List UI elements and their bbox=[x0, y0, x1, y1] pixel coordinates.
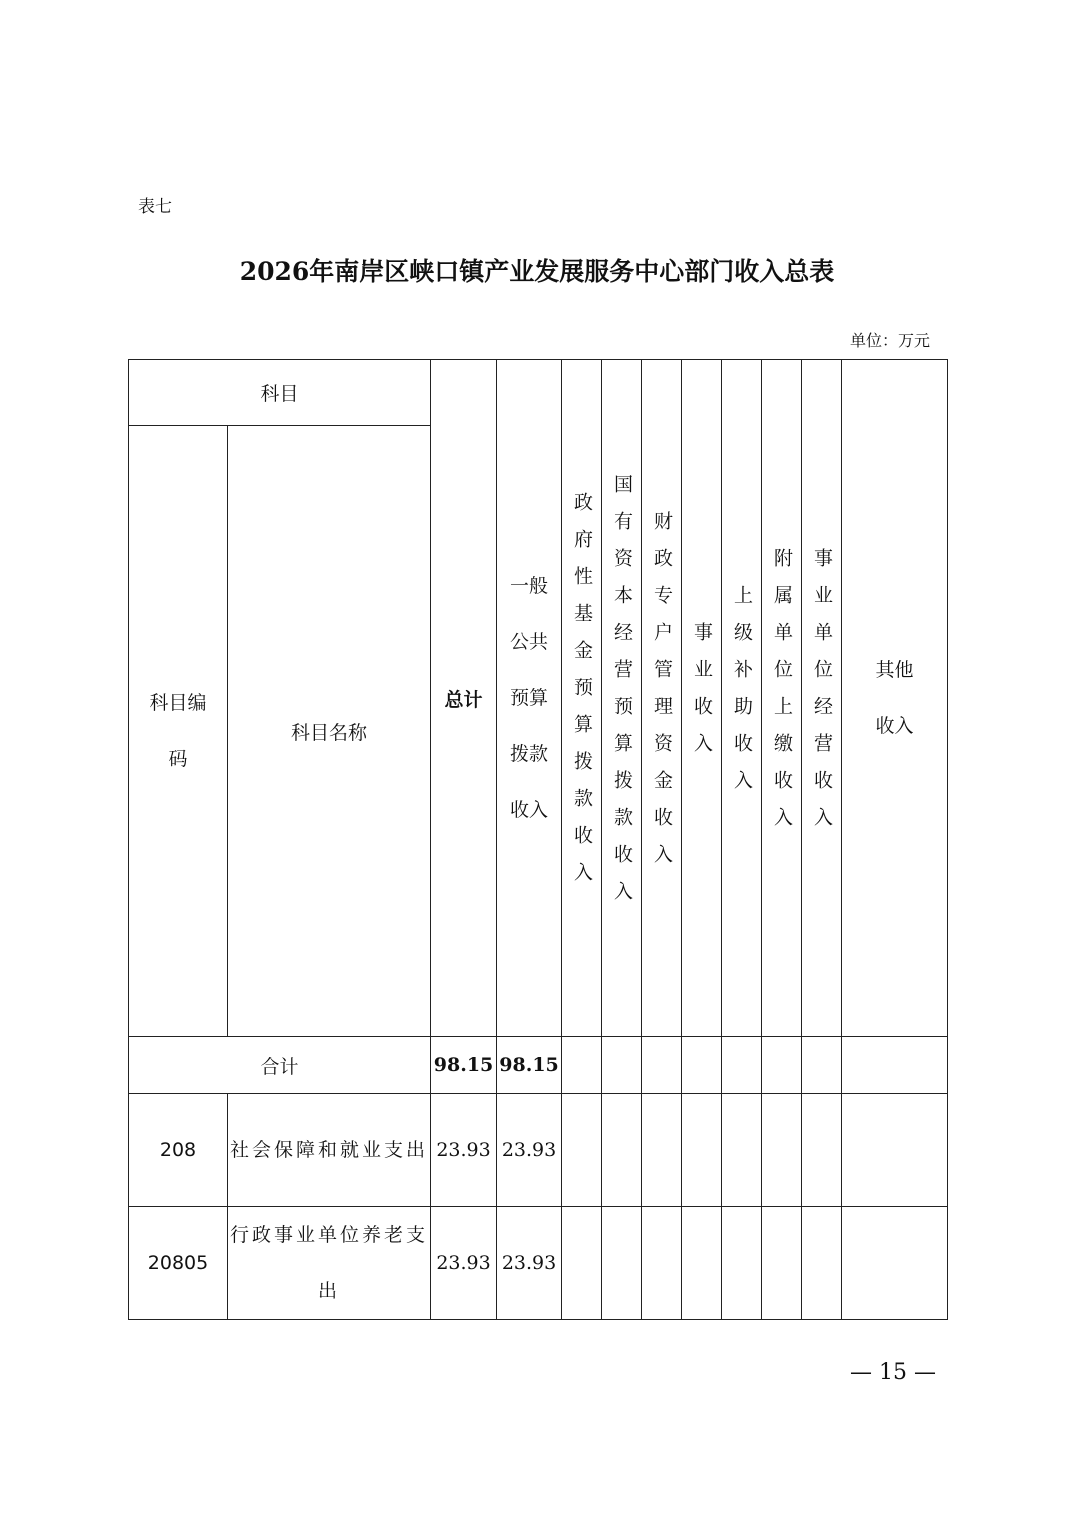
table-label: 表七 bbox=[138, 197, 172, 217]
empty-cell bbox=[642, 1094, 682, 1207]
header-special-account: 财政专户管理资金收入 bbox=[642, 360, 682, 1037]
page-number: — 15 — bbox=[850, 1360, 936, 1385]
empty-cell bbox=[802, 1094, 842, 1207]
row-general-budget: 23.93 bbox=[497, 1094, 562, 1207]
empty-cell bbox=[642, 1037, 682, 1094]
empty-cell bbox=[722, 1094, 762, 1207]
header-business-income: 事业收入 bbox=[682, 360, 722, 1037]
empty-cell bbox=[802, 1207, 842, 1320]
empty-cell bbox=[602, 1037, 642, 1094]
summary-label: 合计 bbox=[129, 1037, 431, 1094]
summary-total: 98.15 bbox=[431, 1037, 497, 1094]
empty-cell bbox=[762, 1037, 802, 1094]
page-title: 2026年南岸区峡口镇产业发展服务中心部门收入总表 bbox=[239, 257, 835, 286]
empty-cell bbox=[642, 1207, 682, 1320]
empty-cell bbox=[562, 1207, 602, 1320]
empty-cell bbox=[562, 1094, 602, 1207]
row-general-budget: 23.93 bbox=[497, 1207, 562, 1320]
header-subject: 科目 bbox=[129, 360, 431, 426]
income-table bbox=[128, 359, 948, 1320]
header-name: 科目名称 bbox=[228, 426, 431, 1037]
header-state-capital: 国有资本经营预算拨款收入 bbox=[602, 360, 642, 1037]
header-total: 总计 bbox=[431, 360, 497, 1037]
row-code: 208 bbox=[129, 1094, 228, 1207]
table-row bbox=[129, 1094, 948, 1207]
empty-cell bbox=[722, 1207, 762, 1320]
empty-cell bbox=[562, 1037, 602, 1094]
header-code: 科目编码 bbox=[129, 426, 228, 1037]
row-total: 23.93 bbox=[431, 1207, 497, 1320]
row-name: 行政事业单位养老支出 bbox=[228, 1207, 431, 1320]
empty-cell bbox=[762, 1207, 802, 1320]
summary-general-budget: 98.15 bbox=[497, 1037, 562, 1094]
row-code: 20805 bbox=[129, 1207, 228, 1320]
empty-cell bbox=[602, 1094, 642, 1207]
header-gov-fund: 政府性基金预算拨款收入 bbox=[562, 360, 602, 1037]
header-superior-subsidy: 上级补助收入 bbox=[722, 360, 762, 1037]
empty-cell bbox=[842, 1094, 948, 1207]
header-affiliated-income: 附属单位上缴收入 bbox=[762, 360, 802, 1037]
empty-cell bbox=[842, 1207, 948, 1320]
header-general-budget: 一般公共预算拨款收入 bbox=[497, 360, 562, 1037]
empty-cell bbox=[842, 1037, 948, 1094]
empty-cell bbox=[722, 1037, 762, 1094]
unit-label: 单位：万元 bbox=[850, 331, 931, 350]
header-operating-income: 事业单位经营收入 bbox=[802, 360, 842, 1037]
empty-cell bbox=[682, 1037, 722, 1094]
empty-cell bbox=[762, 1094, 802, 1207]
empty-cell bbox=[802, 1037, 842, 1094]
empty-cell bbox=[682, 1094, 722, 1207]
table-row bbox=[129, 1207, 948, 1320]
empty-cell bbox=[682, 1207, 722, 1320]
header-other-income: 其他收入 bbox=[842, 360, 948, 1037]
empty-cell bbox=[602, 1207, 642, 1320]
row-name: 社会保障和就业支出 bbox=[228, 1094, 431, 1207]
row-total: 23.93 bbox=[431, 1094, 497, 1207]
